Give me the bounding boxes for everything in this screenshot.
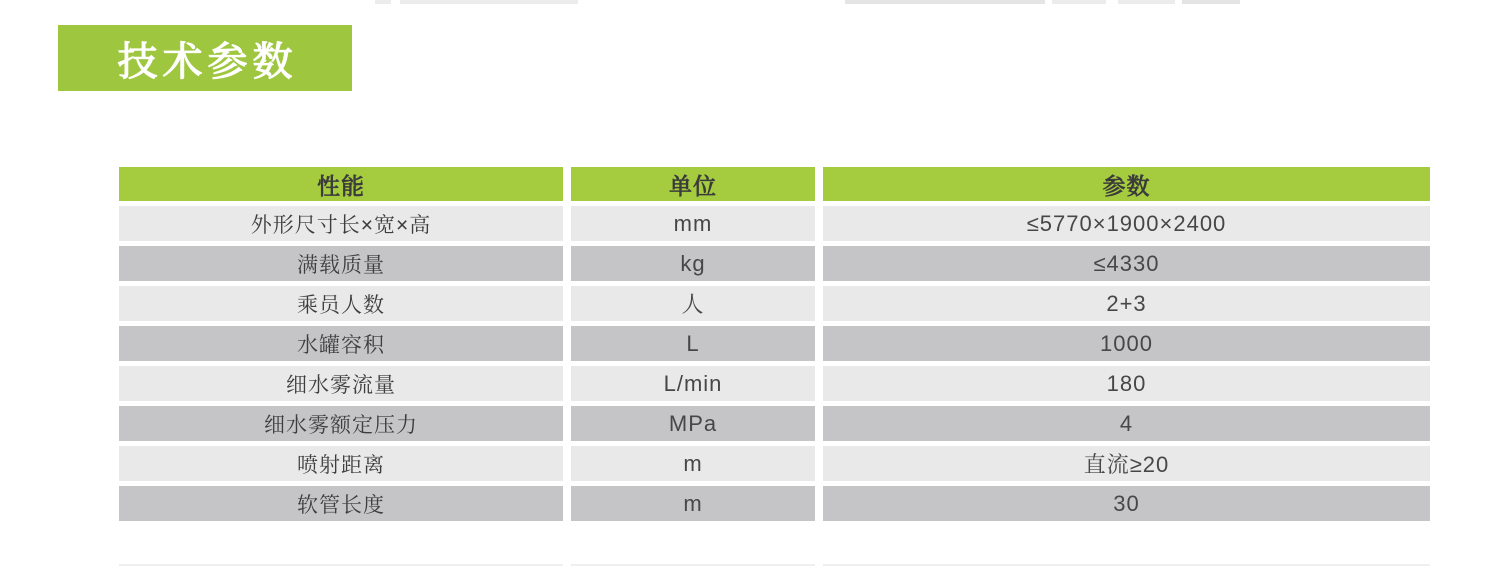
spec-unit-cell: kg bbox=[571, 246, 815, 281]
spec-unit-cell: m bbox=[571, 486, 815, 521]
spec-unit-cell: mm bbox=[571, 206, 815, 241]
column-gutter bbox=[815, 486, 823, 521]
section-title: 技术参数 bbox=[117, 39, 298, 84]
spec-name-cell: 乘员人数 bbox=[119, 286, 563, 321]
table-row bbox=[119, 206, 1430, 241]
column-gutter bbox=[563, 486, 571, 521]
table-row bbox=[119, 446, 1430, 481]
spec-unit-cell: MPa bbox=[571, 406, 815, 441]
section-title-badge bbox=[58, 25, 352, 91]
column-gutter bbox=[815, 406, 823, 441]
top-edge-fragment bbox=[845, 0, 1045, 4]
table-row bbox=[119, 326, 1430, 361]
spec-value-cell: ≤5770×1900×2400 bbox=[823, 206, 1430, 241]
spec-unit-cell: 人 bbox=[571, 286, 815, 321]
empty-cell bbox=[119, 526, 563, 566]
spec-value-cell: 30 bbox=[823, 486, 1430, 521]
spec-value-cell: 直流≥20 bbox=[823, 446, 1430, 481]
column-header-parameter: 参数 bbox=[823, 167, 1430, 201]
column-gutter bbox=[563, 366, 571, 401]
column-gutter bbox=[563, 446, 571, 481]
column-gutter bbox=[815, 246, 823, 281]
spec-name-cell: 软管长度 bbox=[119, 486, 563, 521]
column-header-performance: 性能 bbox=[119, 167, 563, 201]
column-gutter bbox=[815, 326, 823, 361]
empty-cell bbox=[571, 526, 815, 566]
spec-value-cell: 1000 bbox=[823, 326, 1430, 361]
spec-name-cell: 喷射距离 bbox=[119, 446, 563, 481]
spec-unit-cell: L/min bbox=[571, 366, 815, 401]
spec-name-cell: 外形尺寸长×宽×高 bbox=[119, 206, 563, 241]
column-gutter bbox=[815, 366, 823, 401]
spec-value-cell: ≤4330 bbox=[823, 246, 1430, 281]
table-row bbox=[119, 406, 1430, 441]
table-header-row bbox=[119, 167, 1430, 201]
column-gutter bbox=[563, 326, 571, 361]
table-row bbox=[119, 366, 1430, 401]
spec-name-cell: 细水雾额定压力 bbox=[119, 406, 563, 441]
empty-cell bbox=[823, 526, 1430, 566]
spec-value-cell: 2+3 bbox=[823, 286, 1430, 321]
spec-value-cell: 180 bbox=[823, 366, 1430, 401]
column-gutter bbox=[563, 206, 571, 241]
top-edge-fragment bbox=[1118, 0, 1175, 4]
spec-unit-cell: L bbox=[571, 326, 815, 361]
table-row bbox=[119, 486, 1430, 521]
spec-value-cell: 4 bbox=[823, 406, 1430, 441]
top-edge-fragment bbox=[400, 0, 578, 4]
column-gutter bbox=[815, 446, 823, 481]
column-gutter bbox=[815, 206, 823, 241]
column-gutter bbox=[815, 286, 823, 321]
column-gutter bbox=[563, 286, 571, 321]
spec-name-cell: 细水雾流量 bbox=[119, 366, 563, 401]
table-row bbox=[119, 286, 1430, 321]
column-header-unit: 单位 bbox=[571, 167, 815, 201]
column-gutter bbox=[563, 526, 571, 566]
column-gutter bbox=[815, 526, 823, 566]
spec-table bbox=[119, 167, 1430, 566]
spec-unit-cell: m bbox=[571, 446, 815, 481]
table-row bbox=[119, 246, 1430, 281]
column-gutter bbox=[563, 167, 571, 201]
table-empty-row bbox=[119, 526, 1430, 566]
spec-name-cell: 满载质量 bbox=[119, 246, 563, 281]
column-gutter bbox=[815, 167, 823, 201]
column-gutter bbox=[563, 406, 571, 441]
top-edge-fragment bbox=[1052, 0, 1106, 4]
top-edge-fragment bbox=[1182, 0, 1240, 4]
spec-name-cell: 水罐容积 bbox=[119, 326, 563, 361]
column-gutter bbox=[563, 246, 571, 281]
top-edge-fragment bbox=[375, 0, 391, 4]
